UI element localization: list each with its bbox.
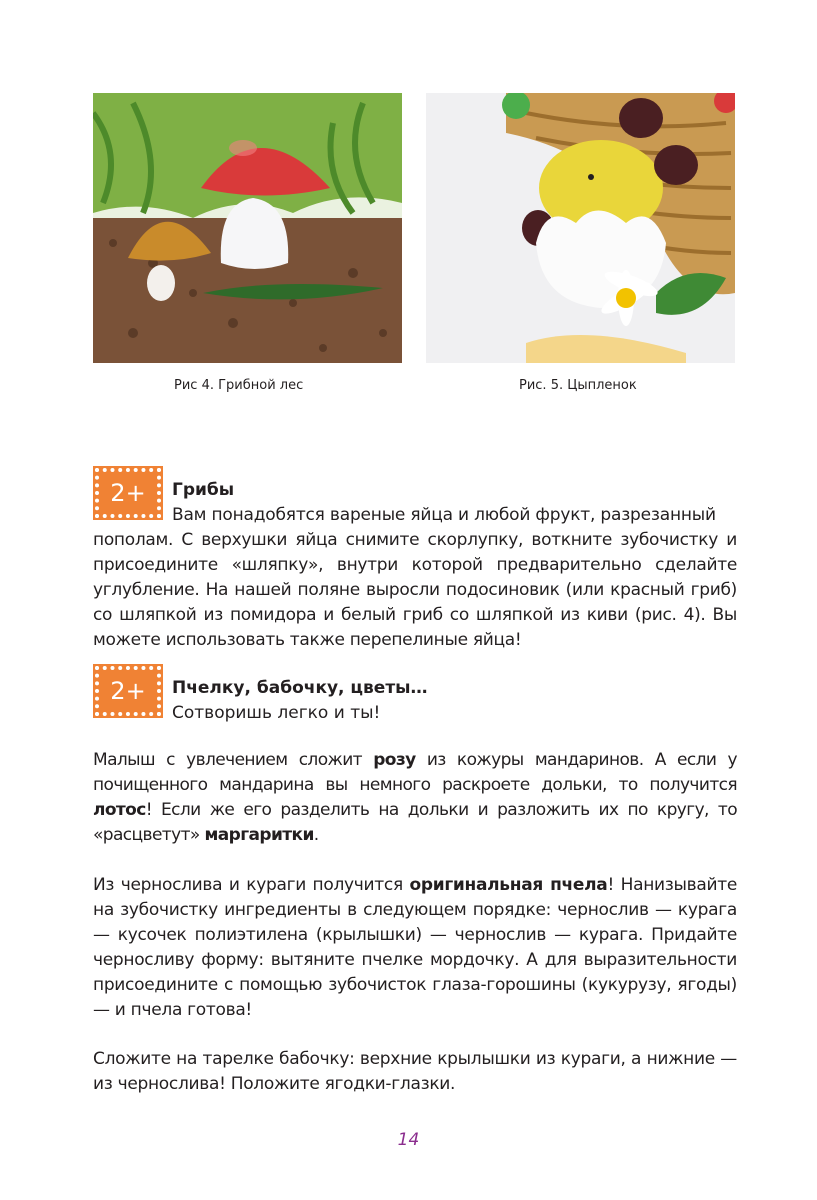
age-badge: 2+	[95, 468, 161, 518]
section-subtitle: Сотворишь легко и ты!	[172, 703, 381, 723]
photo-mushroom-forest	[93, 93, 402, 363]
figure-caption: Рис. 5. Цыпленок	[519, 378, 637, 393]
para-bold: лотос	[93, 800, 146, 820]
paragraph-bee	[93, 873, 737, 1023]
para-text: ! Если же его разделить на дольки и разложить их по кругу, то «расцветут»	[93, 800, 737, 845]
section-title: Пчелку, бабочку, цветы…	[172, 678, 428, 698]
age-badge: 2+	[95, 666, 161, 716]
para-text: Из чернослива и кураги получится	[93, 875, 410, 895]
section-text-first-line: Вам понадобятся вареные яйца и любой фрукт, разрезанный	[172, 505, 716, 525]
paragraph-butterfly	[93, 1047, 737, 1097]
para-text: из кожуры мандаринов. А если у почищенного мандарина вы немного раскроете дольки, то получится	[93, 750, 737, 795]
section-text: пополам. С верхушки яйца снимите скорлупку, воткните зубочистку и присоедините «шляпку», внутри которой предварительно сделайте углубление. На нашей поляне выросли подосиновик (или красный гриб) со шляпкой из помидора и белый гриб со шляпкой из киви (рис. 4). Вы можете использовать также перепелиные яйца!	[93, 530, 737, 650]
para-bold: маргаритки	[204, 825, 314, 845]
para-text: ! Нанизывайте на зубочистку ингредиенты в следующем порядке: чернослив — курага — кусочек полиэтилена (крылышки) — чернослив — курага. Придайте черносливу форму: вытяните пчелке мордочку. А для выразительности присоедините с помощью зубочисток глаза-горошины (кукурузу, ягоды) — и пчела готова!	[93, 875, 737, 1020]
para-text: .	[313, 825, 319, 845]
figure-caption: Рис 4. Грибной лес	[174, 378, 304, 393]
para-bold: розу	[373, 750, 416, 770]
para-bold: оригинальная пчела	[409, 875, 608, 895]
photo-chick	[426, 93, 735, 363]
page-number: 14	[397, 1130, 420, 1150]
section-title: Грибы	[172, 480, 235, 500]
paragraph-mandarin	[93, 748, 737, 848]
para-text: Малыш с увлечением сложит	[93, 750, 374, 770]
para-text: Сложите на тарелке бабочку: верхние крылышки из кураги, а нижние — из чернослива! Положите ягодки-глазки.	[93, 1049, 737, 1094]
